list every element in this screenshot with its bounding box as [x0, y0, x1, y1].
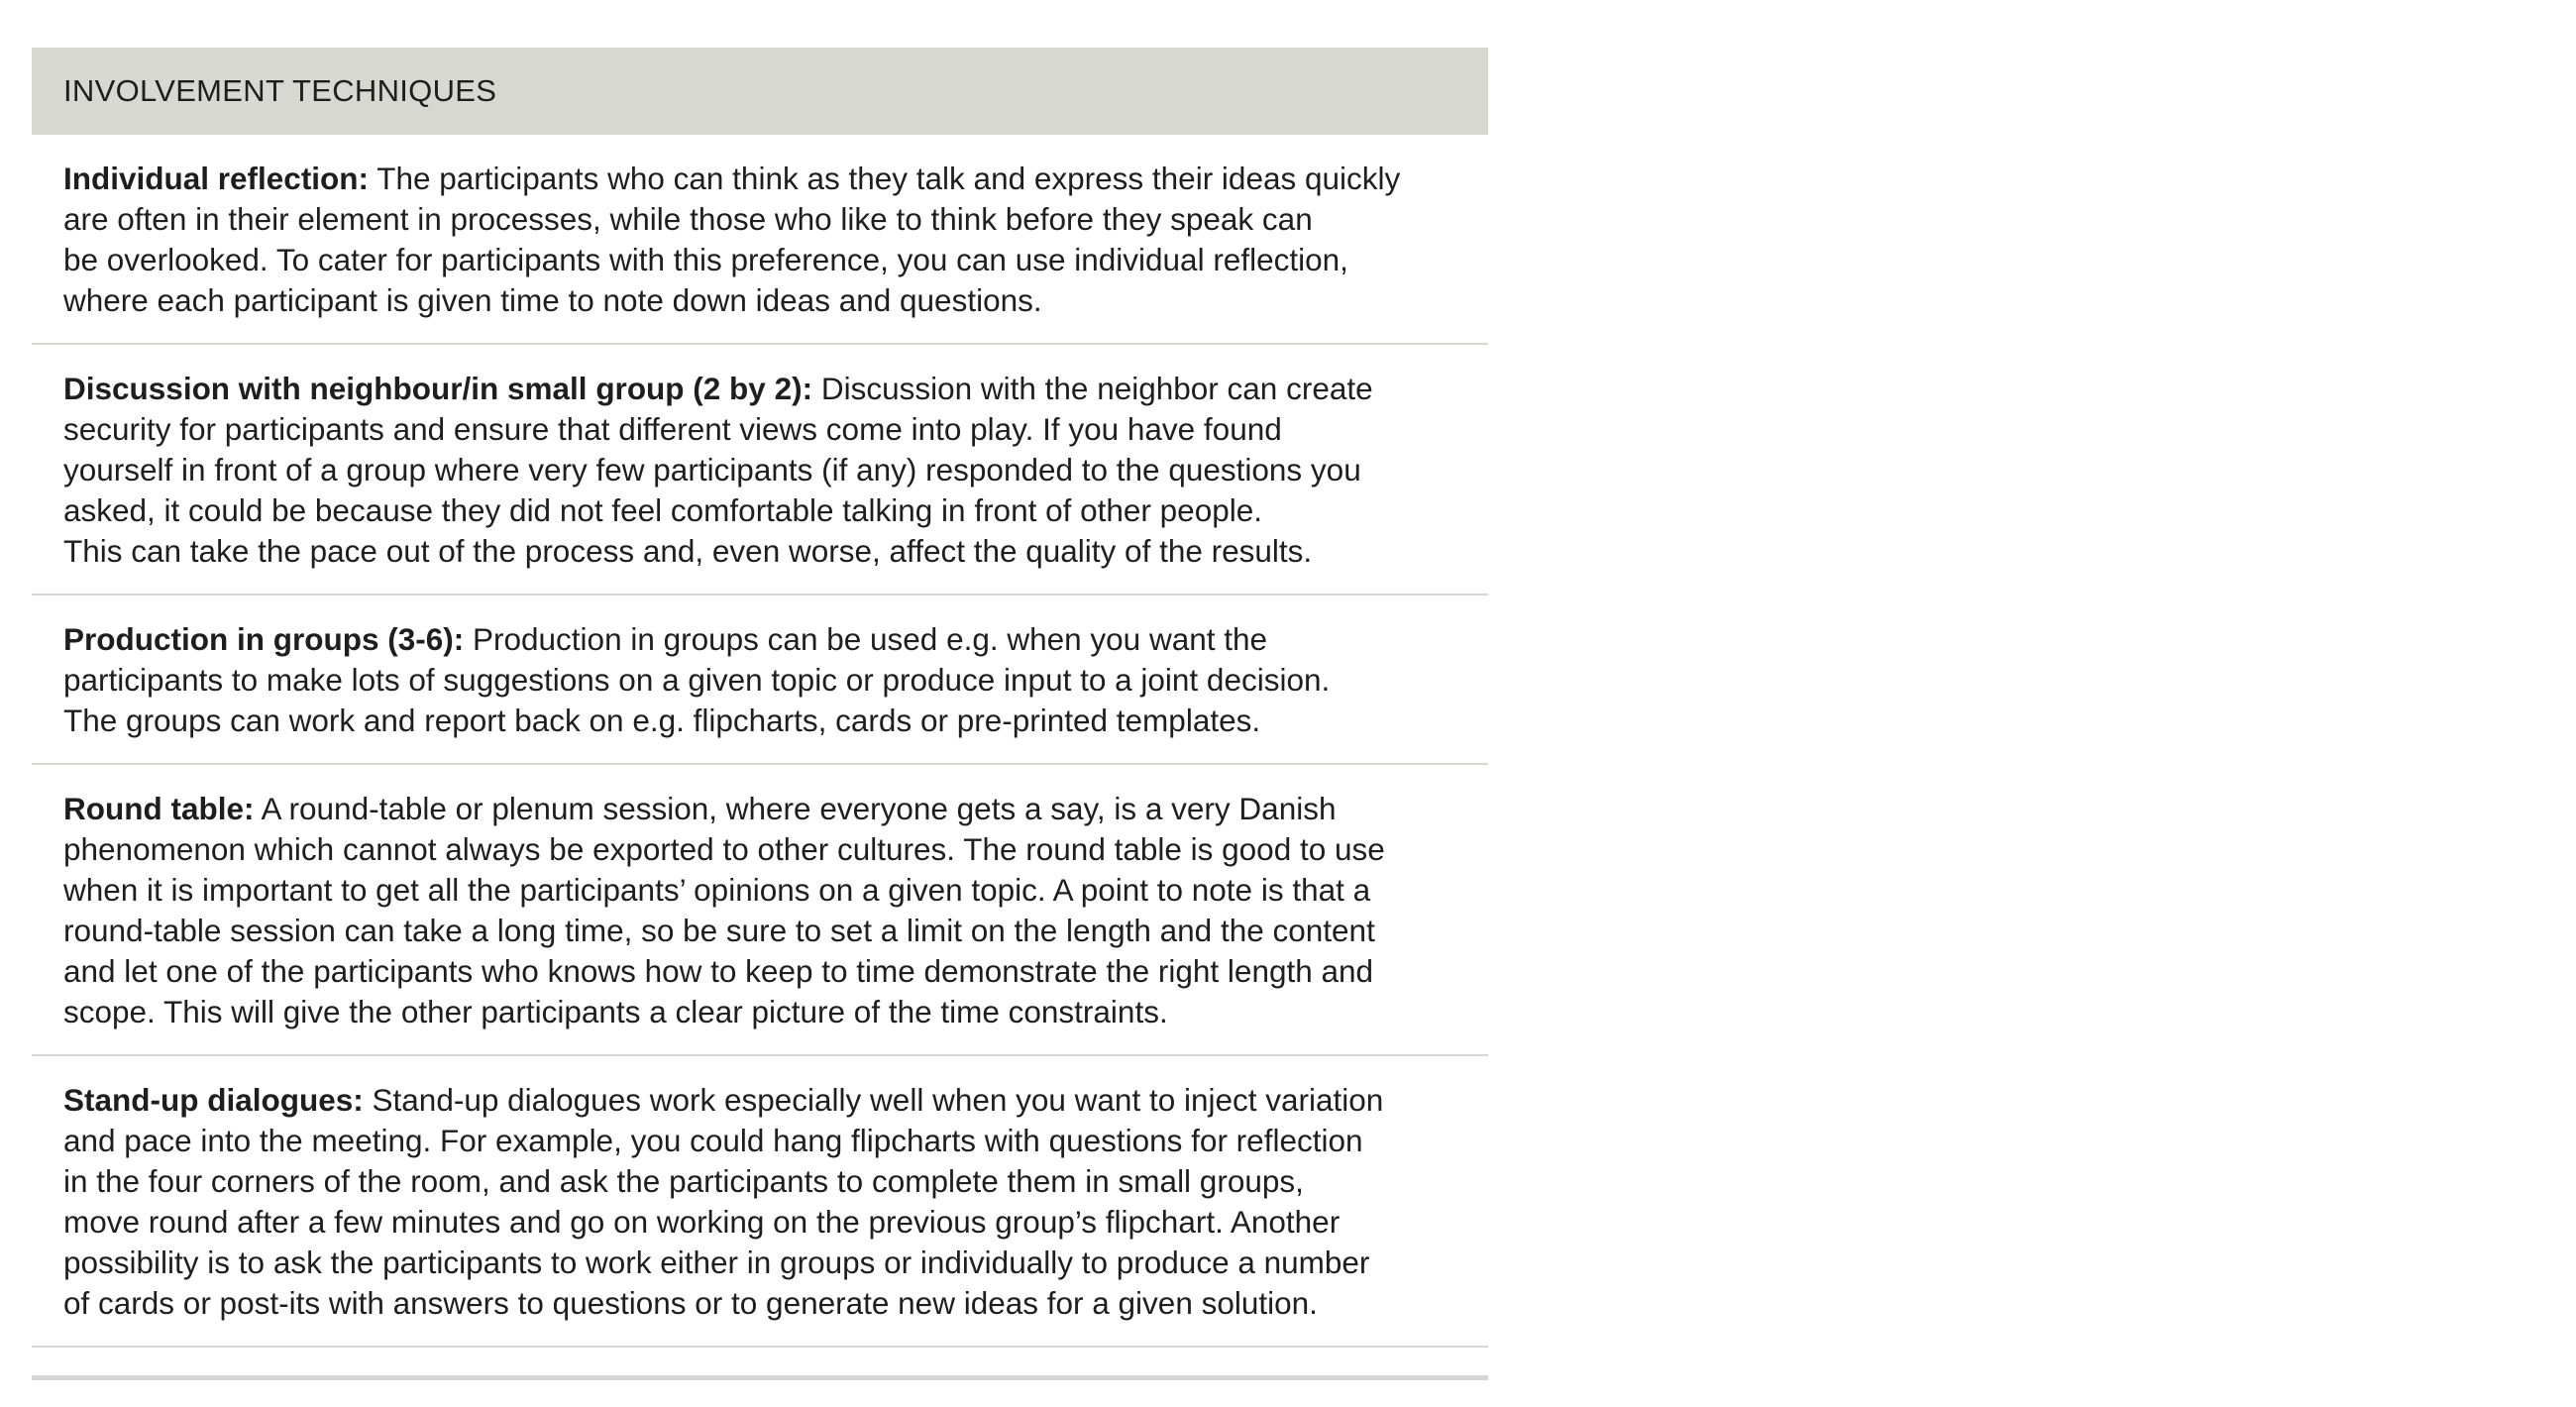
- technique-description-line: The participants who can think as they talk and express their ideas quickly: [376, 161, 1401, 196]
- entry-line: [63, 1080, 1456, 1121]
- technique-description-line: possibility is to ask the participants to work either in groups or individually to produce a number: [63, 1245, 1370, 1280]
- entry-line: [63, 701, 1456, 741]
- entry-line: [63, 829, 1456, 870]
- entry-line: [63, 951, 1456, 992]
- technique-entry: [32, 1056, 1488, 1348]
- technique-description-line: Discussion with the neighbor can create: [820, 371, 1373, 406]
- technique-description-line: when it is important to get all the participants’ opinions on a given topic. A point to note is that a: [63, 872, 1371, 908]
- technique-entry: [32, 595, 1488, 765]
- technique-entry: [32, 135, 1488, 345]
- technique-term: Round table:: [63, 791, 255, 826]
- technique-description-line: participants to make lots of suggestions on a given topic or produce input to a joint decision.: [63, 662, 1331, 698]
- technique-description-line: A round-table or plenum session, where everyone gets a say, is a very Danish: [261, 791, 1337, 826]
- entry-line: [63, 1243, 1456, 1283]
- technique-term: Individual reflection:: [63, 161, 370, 196]
- technique-description-line: are often in their element in processes, while those who like to think before they speak can: [63, 201, 1313, 237]
- technique-description-line: move round after a few minutes and go on working on the previous group’s flipchart. Another: [63, 1204, 1341, 1240]
- entry-line: [63, 240, 1456, 280]
- technique-description-line: security for participants and ensure that different views come into play. If you have found: [63, 411, 1282, 447]
- entry-line: [63, 199, 1456, 240]
- technique-description-line: The groups can work and report back on e.g. flipcharts, cards or pre-printed templates.: [63, 703, 1261, 738]
- technique-description-line: This can take the pace out of the process and, even worse, affect the quality of the results.: [63, 533, 1313, 569]
- entry-line: [63, 1121, 1456, 1161]
- entry-line: [63, 789, 1456, 829]
- entry-line: [63, 619, 1456, 660]
- panel-header: [32, 48, 1488, 135]
- technique-term: Discussion with neighbour/in small group (2 by 2):: [63, 371, 813, 406]
- entry-line: [63, 409, 1456, 450]
- technique-term: Production in groups (3-6):: [63, 621, 465, 657]
- entry-line: [63, 450, 1456, 490]
- technique-description-line: in the four corners of the room, and ask the participants to complete them in small groups,: [63, 1163, 1304, 1199]
- entry-line: [63, 992, 1456, 1032]
- technique-description-line: asked, it could be because they did not feel comfortable talking in front of other people.: [63, 492, 1263, 528]
- technique-description-line: where each participant is given time to note down ideas and questions.: [63, 282, 1042, 318]
- entry-line: [63, 911, 1456, 951]
- entry-line: [63, 660, 1456, 701]
- entry-line: [63, 280, 1456, 321]
- technique-entry: [32, 765, 1488, 1056]
- entry-line: [63, 531, 1456, 572]
- panel-title: INVOLVEMENT TECHNIQUES: [63, 73, 497, 108]
- technique-description-line: Stand-up dialogues work especially well when you want to inject variation: [372, 1082, 1384, 1118]
- technique-term: Stand-up dialogues:: [63, 1082, 364, 1118]
- technique-entry: [32, 345, 1488, 595]
- entries-list: [32, 135, 1488, 1348]
- technique-description-line: and pace into the meeting. For example, you could hang flipcharts with questions for reflection: [63, 1123, 1363, 1158]
- technique-description-line: Production in groups can be used e.g. when you want the: [473, 621, 1268, 657]
- technique-description-line: scope. This will give the other participants a clear picture of the time constraints.: [63, 994, 1168, 1029]
- entry-line: [63, 870, 1456, 911]
- entry-line: [63, 369, 1456, 409]
- technique-description-line: be overlooked. To cater for participants with this preference, you can use individual reflection,: [63, 242, 1348, 277]
- panel-bottom-rule: [32, 1348, 1488, 1380]
- technique-description-line: of cards or post-its with answers to questions or to generate new ideas for a given solution.: [63, 1285, 1318, 1321]
- technique-description-line: yourself in front of a group where very few participants (if any) responded to the questions you: [63, 452, 1361, 487]
- entry-line: [63, 490, 1456, 531]
- technique-description-line: and let one of the participants who knows how to keep to time demonstrate the right length and: [63, 953, 1374, 989]
- technique-description-line: phenomenon which cannot always be exported to other cultures. The round table is good to use: [63, 831, 1385, 867]
- entry-line: [63, 1161, 1456, 1202]
- involvement-techniques-panel: [32, 48, 1488, 1380]
- entry-line: [63, 159, 1456, 199]
- entry-line: [63, 1202, 1456, 1243]
- entry-line: [63, 1283, 1456, 1324]
- technique-description-line: round-table session can take a long time, so be sure to set a limit on the length and the content: [63, 913, 1375, 948]
